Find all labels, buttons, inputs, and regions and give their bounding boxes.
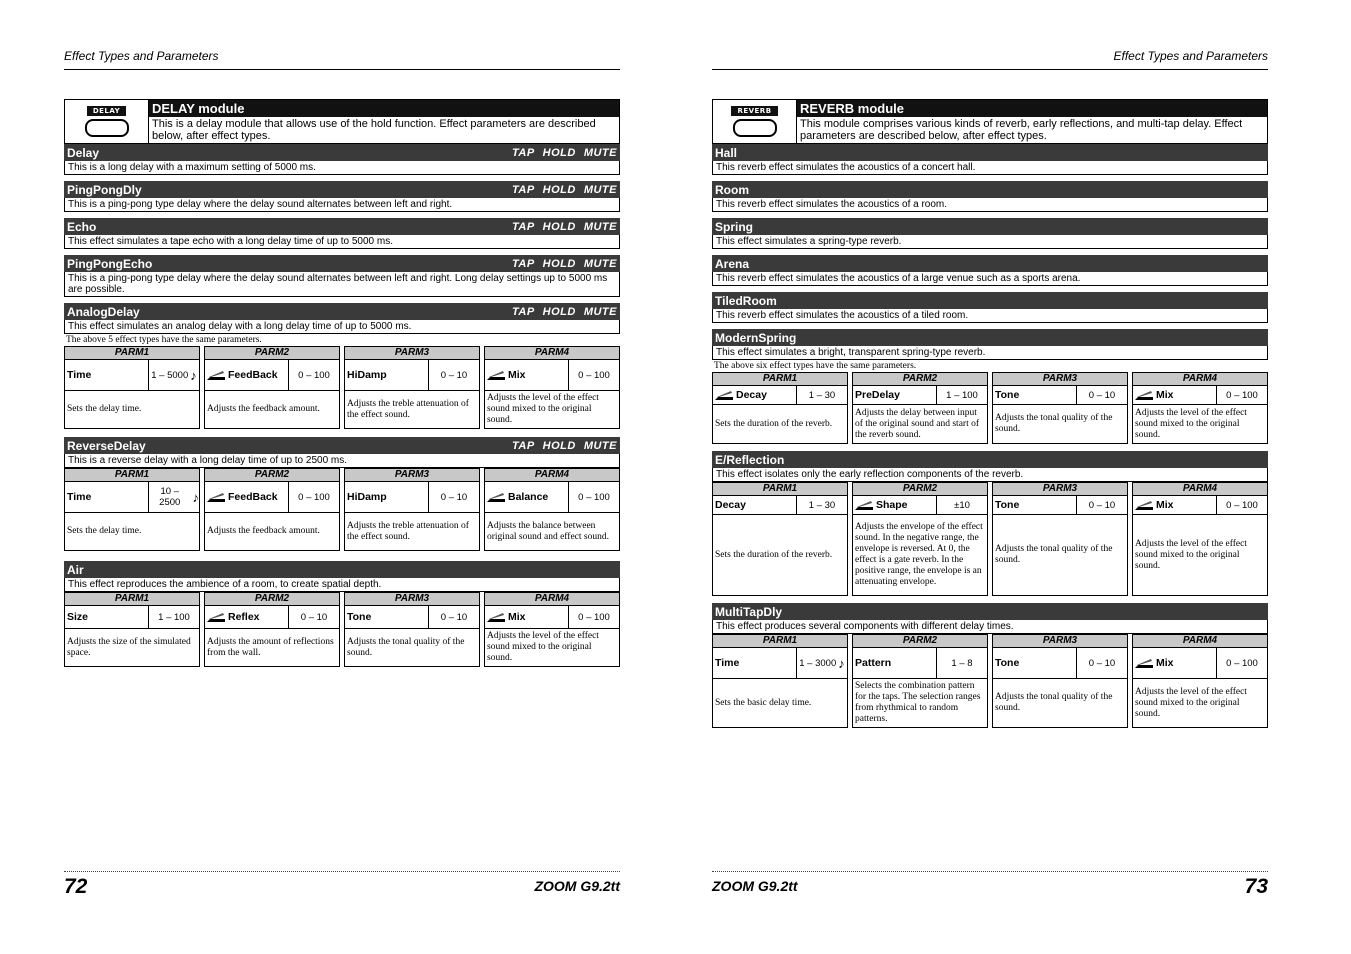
param-desc: Adjusts the level of the effect sound mixed to the original sound. — [1132, 515, 1268, 596]
param-head: PARM4 — [484, 468, 620, 482]
param-range: 10 – 2500 ♪ — [148, 482, 199, 512]
effect-name: MultiTapDly — [715, 604, 783, 619]
effect-description: This reverb effect simulates the acoustics of a tiled room. — [712, 309, 1268, 323]
param-range: 0 – 10 — [428, 360, 479, 390]
param-table-air — [64, 592, 620, 667]
right-page — [712, 0, 1268, 954]
effect-description: This effect simulates a bright, transparent spring-type reverb. — [712, 346, 1268, 360]
effect-analogdelay — [64, 303, 620, 334]
running-header: Effect Types and Parameters — [712, 49, 1268, 70]
effect-flags: TAP HOLD MUTE — [511, 183, 617, 196]
reverb-module-header — [712, 99, 1268, 144]
param-table-reverse — [64, 468, 620, 551]
effect-pingpongdly — [64, 181, 620, 212]
param-range: 1 – 30 — [796, 496, 847, 514]
param-name: Time — [67, 491, 92, 503]
effect-name: E/Reflection — [715, 452, 785, 467]
param-desc: Adjusts the level of the effect sound mixed to the original sound. — [484, 391, 620, 429]
param-range: 0 – 10 — [428, 606, 479, 628]
param-name: Pattern — [855, 657, 892, 669]
param-range: 1 – 3000 ♪ — [796, 648, 847, 678]
effect-spring — [712, 218, 1268, 249]
param-desc: Adjusts the tonal quality of the sound. — [344, 629, 480, 667]
param-head: PARM4 — [1132, 634, 1268, 648]
effect-description: This effect simulates a spring-type reverb. — [712, 235, 1268, 249]
expression-pedal-icon — [207, 613, 225, 622]
param-desc: Adjusts the amount of reflections from the wall. — [204, 629, 340, 667]
effect-description: This effect isolates only the early reflection components of the reverb. — [712, 468, 1268, 482]
module-description: This module comprises various kinds of reverb, early reflections, and multi-tap delay. Effect parameters are described below, after effect types. — [800, 118, 1243, 142]
param-head: PARM3 — [992, 372, 1128, 386]
effect-description: This reverb effect simulates the acoustics of a large venue such as a sports arena. — [712, 272, 1268, 286]
param-name: FeedBack — [228, 491, 278, 503]
param-head: PARM3 — [992, 634, 1128, 648]
effect-ereflection — [712, 451, 1268, 482]
effect-description: This reverb effect simulates the acoustics of a room. — [712, 198, 1268, 212]
effect-name: Arena — [715, 256, 750, 271]
delay-module-header — [64, 99, 620, 144]
effect-description: This effect simulates a tape echo with a long delay time of up to 5000 ms. — [64, 235, 620, 249]
effect-room — [712, 181, 1268, 212]
param-name: Mix — [1156, 657, 1174, 669]
effect-flags: TAP HOLD MUTE — [511, 257, 617, 270]
param-name: Size — [67, 611, 89, 623]
param-head: PARM2 — [852, 482, 988, 496]
expression-pedal-icon — [715, 391, 733, 400]
left-page — [64, 0, 620, 954]
shared-params-note: The above 5 effect types have the same parameters. — [66, 335, 262, 345]
page-number: 73 — [1244, 875, 1268, 898]
param-head: PARM1 — [64, 468, 200, 482]
param-table-reverb — [712, 372, 1268, 444]
param-head: PARM4 — [1132, 482, 1268, 496]
effect-tiledroom — [712, 292, 1268, 323]
effect-name: Delay — [67, 145, 100, 160]
footer-rule — [64, 871, 620, 872]
expression-pedal-icon — [487, 613, 505, 622]
effect-name: TiledRoom — [715, 293, 777, 308]
expression-pedal-icon — [207, 371, 225, 380]
module-title: DELAY module — [149, 100, 619, 117]
param-name: Tone — [995, 389, 1020, 401]
param-range: 0 – 100 — [1216, 496, 1267, 514]
effect-flags: TAP HOLD MUTE — [511, 220, 617, 233]
left-content — [64, 99, 620, 667]
param-head: PARM3 — [344, 468, 480, 482]
delay-module-logo — [65, 100, 149, 143]
effect-delay — [64, 144, 620, 175]
effect-multitapdly — [712, 603, 1268, 634]
param-range: 0 – 10 — [1076, 648, 1127, 678]
param-range: 0 – 100 — [288, 482, 339, 512]
effect-name: Hall — [715, 145, 738, 160]
expression-pedal-icon — [855, 501, 873, 510]
expression-pedal-icon — [487, 371, 505, 380]
effect-description: This reverb effect simulates the acoustics of a concert hall. — [712, 161, 1268, 175]
effect-modernspring — [712, 329, 1268, 360]
effect-flags: TAP HOLD MUTE — [511, 305, 617, 318]
param-name: Mix — [508, 369, 526, 381]
param-desc: Adjusts the tonal quality of the sound. — [992, 515, 1128, 596]
eighth-note-icon: ♪ — [190, 367, 197, 383]
param-head: PARM4 — [484, 592, 620, 606]
footer-rule — [712, 871, 1268, 872]
reverb-badge: REVERB — [731, 106, 777, 116]
effect-description: This effect produces several components with different delay times. — [712, 620, 1268, 634]
param-desc: Adjusts the treble attenuation of the effect sound. — [344, 513, 480, 551]
param-desc: Adjusts the tonal quality of the sound. — [992, 405, 1128, 444]
expression-pedal-icon — [1135, 501, 1153, 510]
effect-name: ModernSpring — [715, 330, 797, 345]
param-name: FeedBack — [228, 369, 278, 381]
page-number: 72 — [64, 875, 88, 898]
param-desc: Adjusts the level of the effect sound mixed to the original sound. — [1132, 679, 1268, 728]
param-range: 0 – 10 — [1076, 386, 1127, 404]
module-description: This is a delay module that allows use of the hold function. Effect parameters are described below, after effect types. — [152, 118, 596, 142]
running-header: Effect Types and Parameters — [64, 49, 620, 70]
param-table-ereflection — [712, 482, 1268, 596]
param-head: PARM3 — [344, 346, 480, 360]
param-name: Balance — [508, 491, 549, 503]
effect-name: AnalogDelay — [67, 304, 140, 319]
param-name: Tone — [995, 499, 1020, 511]
param-name: Shape — [876, 499, 908, 511]
param-head: PARM1 — [712, 372, 848, 386]
param-range: 0 – 100 — [1216, 648, 1267, 678]
param-name: Time — [67, 369, 92, 381]
effect-name: PingPongEcho — [67, 256, 153, 271]
eighth-note-icon: ♪ — [838, 655, 845, 671]
effect-name: ReverseDelay — [67, 438, 146, 453]
param-desc: Adjusts the level of the effect sound mixed to the original sound. — [484, 629, 620, 667]
param-desc: Selects the combination pattern for the taps. The selection ranges from rhythmical to random patterns. — [852, 679, 988, 728]
brand-label: ZOOM G9.2tt — [712, 878, 798, 894]
param-name: Decay — [715, 499, 746, 511]
param-head: PARM4 — [484, 346, 620, 360]
right-content — [712, 99, 1268, 728]
expression-pedal-icon — [1135, 391, 1153, 400]
param-desc: Sets the delay time. — [64, 513, 200, 551]
param-head: PARM4 — [1132, 372, 1268, 386]
param-range: 1 – 100 — [936, 386, 987, 404]
param-table-multitap — [712, 634, 1268, 728]
param-head: PARM3 — [992, 482, 1128, 496]
param-range: 0 – 100 — [1216, 386, 1267, 404]
param-range: ±10 — [936, 496, 987, 514]
param-name: Tone — [347, 611, 372, 623]
param-table-delay — [64, 346, 620, 429]
expression-pedal-icon — [487, 493, 505, 502]
param-desc: Adjusts the balance between original sound and effect sound. — [484, 513, 620, 551]
expression-pedal-icon — [1135, 659, 1153, 668]
param-desc: Adjusts the feedback amount. — [204, 391, 340, 429]
reverb-module-logo — [713, 100, 797, 143]
effect-reversedelay — [64, 437, 620, 468]
param-name: PreDelay — [855, 389, 900, 401]
effect-name: Spring — [715, 219, 753, 234]
param-range: 1 – 30 — [796, 386, 847, 404]
param-name: Mix — [1156, 389, 1174, 401]
param-desc: Adjusts the envelope of the effect sound. In the negative range, the envelope is reversed. At 0, the effect is a gate reverb. In the positive range, the envelope is an attenuating envelope. — [852, 515, 988, 596]
effect-description: This is a long delay with a maximum setting of 5000 ms. — [64, 161, 620, 175]
param-name: Mix — [508, 611, 526, 623]
param-name: Tone — [995, 657, 1020, 669]
param-desc: Adjusts the treble attenuation of the effect sound. — [344, 391, 480, 429]
effect-description: This is a reverse delay with a long delay time of up to 2500 ms. — [64, 454, 620, 468]
param-range: 0 – 10 — [1076, 496, 1127, 514]
param-desc: Adjusts the tonal quality of the sound. — [992, 679, 1128, 728]
param-desc: Sets the duration of the reverb. — [712, 515, 848, 596]
param-name: Time — [715, 657, 740, 669]
param-range: 0 – 100 — [568, 482, 619, 512]
param-head: PARM1 — [712, 482, 848, 496]
param-desc: Adjusts the feedback amount. — [204, 513, 340, 551]
effect-flags: TAP HOLD MUTE — [511, 146, 617, 159]
param-desc: Sets the delay time. — [64, 391, 200, 429]
effect-hall — [712, 144, 1268, 175]
param-head: PARM2 — [204, 468, 340, 482]
param-range: 0 – 100 — [568, 606, 619, 628]
effect-name: Air — [67, 562, 84, 577]
param-range: 1 – 8 — [936, 648, 987, 678]
effect-description: This effect reproduces the ambience of a room, to create spatial depth. — [64, 578, 620, 592]
param-head: PARM3 — [344, 592, 480, 606]
effect-name: Room — [715, 182, 749, 197]
param-head: PARM1 — [712, 634, 848, 648]
effect-description: This effect simulates an analog delay with a long delay time of up to 5000 ms. — [64, 320, 620, 334]
param-desc: Sets the basic delay time. — [712, 679, 848, 728]
effect-echo — [64, 218, 620, 249]
param-head: PARM2 — [204, 592, 340, 606]
param-range: 0 – 100 — [568, 360, 619, 390]
effect-arena — [712, 255, 1268, 286]
effect-pingpongecho — [64, 255, 620, 297]
param-name: Decay — [736, 389, 767, 401]
effect-name: Echo — [67, 219, 97, 234]
footswitch-icon — [733, 119, 777, 137]
eighth-note-icon: ♪ — [192, 489, 199, 505]
effect-air — [64, 561, 620, 592]
effect-flags: TAP HOLD MUTE — [511, 439, 617, 452]
effect-description: This is a ping-pong type delay where the delay sound alternates between left and right. — [64, 198, 620, 212]
shared-params-note: The above six effect types have the same parameters. — [714, 361, 917, 371]
param-head: PARM2 — [852, 372, 988, 386]
brand-label: ZOOM G9.2tt — [534, 878, 620, 894]
effect-name: PingPongDly — [67, 182, 142, 197]
param-name: Mix — [1156, 499, 1174, 511]
param-range: 0 – 10 — [428, 482, 479, 512]
param-name: HiDamp — [347, 369, 387, 381]
param-range: 0 – 100 — [288, 360, 339, 390]
param-desc: Adjusts the level of the effect sound mixed to the original sound. — [1132, 405, 1268, 444]
param-name: Reflex — [228, 611, 260, 623]
param-range: 1 – 100 — [148, 606, 199, 628]
param-head: PARM2 — [204, 346, 340, 360]
param-head: PARM2 — [852, 634, 988, 648]
param-desc: Sets the duration of the reverb. — [712, 405, 848, 444]
param-desc: Adjusts the delay between input of the original sound and start of the reverb sound. — [852, 405, 988, 444]
effect-description: This is a ping-pong type delay where the delay sound alternates between left and right. Long delay settings up to 5000 ms are possible. — [64, 272, 620, 297]
footswitch-icon — [85, 119, 129, 137]
param-name: HiDamp — [347, 491, 387, 503]
delay-badge: DELAY — [87, 106, 126, 116]
param-desc: Adjusts the size of the simulated space. — [64, 629, 200, 667]
param-range: 0 – 10 — [288, 606, 339, 628]
module-title: REVERB module — [797, 100, 1267, 117]
param-head: PARM1 — [64, 346, 200, 360]
expression-pedal-icon — [207, 493, 225, 502]
param-range: 1 – 5000 ♪ — [148, 360, 199, 390]
param-head: PARM1 — [64, 592, 200, 606]
